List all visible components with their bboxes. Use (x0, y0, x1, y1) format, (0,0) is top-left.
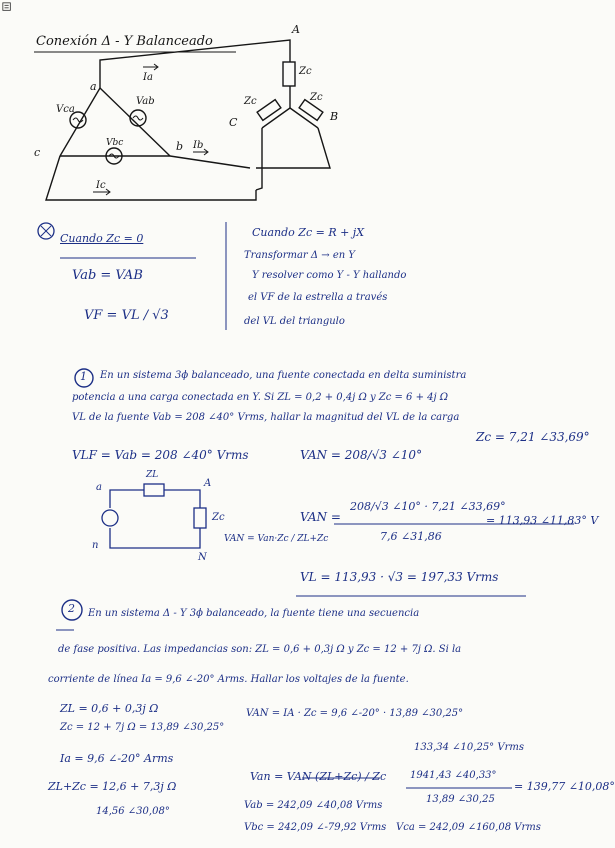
p1-divider-formula: VAN = Van·Zc / ZL+Zc (224, 534, 329, 544)
node-c-label: c (34, 146, 41, 159)
p1-zl-label: ZL (146, 470, 159, 480)
p2-van-final: = 139,77 ∠10,08° (514, 780, 615, 793)
problem2-text-2: de fase positiva. Las impedancias son: ZL = 0,6 + 0,3j Ω y Zc = 12 + 7j Ω. Si la (58, 644, 462, 655)
p1-zc-eq: Zc = 7,21 ∠33,69° (476, 430, 590, 444)
p1-van2-numerator: 208/√3 ∠10° · 7,21 ∠33,69° (350, 500, 506, 513)
p2-vbc-eq: Vbc = 242,09 ∠-79,92 Vrms (244, 822, 387, 833)
rule1-heading: Cuando Zc = 0 (60, 232, 144, 245)
p2-sum-eq: ZL+Zc = 12,6 + 7,3j Ω (48, 780, 177, 793)
ia-label: Ia (143, 72, 153, 83)
problem1-text-3: VL de la fuente Vab = 208 ∠40° Vrms, hallar la magnitud del VL de la carga (72, 412, 460, 423)
rule2-line-4: del VL del triangulo (244, 316, 345, 327)
zc-C-label: Zc (244, 96, 257, 107)
p1-node-N: N (198, 552, 207, 563)
vbc-label: Vbc (106, 138, 124, 148)
node-C-label: C (229, 116, 238, 129)
vab-label: Vab (136, 96, 155, 107)
problem1-text-1: En un sistema 3ϕ balanceado, una fuente conectada en delta suministra (100, 370, 467, 381)
p2-ia-eq: Ia = 9,6 ∠-20° Arms (60, 752, 174, 765)
p2-van-a-eq: Van = VAN (ZL+Zc) / Zc (250, 770, 387, 783)
node-b-label: b (176, 140, 184, 153)
p2-van-numerator: 1941,43 ∠40,33° (410, 770, 497, 781)
node-A-label: A (292, 23, 300, 36)
p2-sum-polar: 14,56 ∠30,08° (96, 806, 170, 817)
p1-van-eq1: VAN = 208/√3 ∠10° (300, 448, 423, 462)
p2-zl-eq: ZL = 0,6 + 0,3j Ω (60, 702, 159, 715)
problem1-number: 1 (80, 370, 87, 383)
p2-van-result: 133,34 ∠10,25° Vrms (414, 742, 524, 753)
p1-zc-label: Zc (212, 512, 225, 523)
p1-van2-denominator: 7,6 ∠31,86 (380, 530, 442, 543)
p2-vca-eq: Vca = 242,09 ∠160,08 Vrms (396, 822, 541, 833)
page-title: Conexión Δ - Y Balanceado (36, 34, 213, 49)
zc-B-label: Zc (310, 92, 323, 103)
p2-van-denominator: 13,89 ∠30,25 (426, 794, 495, 805)
node-B-label: B (330, 110, 339, 123)
rule2-line-1: Transformar Δ → en Y (244, 250, 355, 261)
ib-label: Ib (193, 140, 204, 151)
ic-label: Ic (96, 180, 106, 191)
p1-vl-result: VL = 113,93 · √3 = 197,33 Vrms (300, 570, 499, 584)
node-a-label: a (90, 80, 97, 93)
rule1-eq1: Vab = VAB (72, 268, 143, 283)
problem2-text-3: corriente de línea Ia = 9,6 ∠-20° Arms. Hallar los voltajes de la fuente. (48, 674, 409, 685)
p1-node-A: A (204, 478, 212, 489)
p1-node-a: a (96, 482, 102, 493)
rule2-line-2: Y resolver como Y - Y hallando (252, 270, 407, 281)
rule2-line-3: el VF de la estrella a través (248, 292, 388, 303)
problem2-text-1: En un sistema Δ - Y 3ϕ balanceado, la fuente tiene una secuencia (88, 608, 420, 619)
rule1-eq2: VF = VL / √3 (84, 308, 169, 323)
rule2-heading: Cuando Zc = R + jX (252, 226, 365, 239)
p1-van2-lhs: VAN = (300, 510, 341, 524)
p1-van2-result: = 113,93 ∠11,83° V (486, 514, 599, 527)
p1-node-n: n (92, 540, 99, 551)
problem1-text-2: potencia a una carga conectada en Y. Si ZL = 0,2 + 0,4j Ω y Zc = 6 + 4j Ω (72, 392, 449, 403)
vca-label: Vca (56, 104, 75, 115)
p1-vlf-eq: VLF = Vab = 208 ∠40° Vrms (72, 448, 249, 462)
problem2-number: 2 (68, 602, 75, 615)
p2-van-eq: VAN = IA · Zc = 9,6 ∠-20° · 13,89 ∠30,25° (246, 708, 464, 719)
p2-zc-eq: Zc = 12 + 7j Ω = 13,89 ∠30,25° (60, 722, 225, 733)
p2-vab-eq: Vab = 242,09 ∠40,08 Vrms (244, 800, 383, 811)
zc-A-label: Zc (299, 66, 312, 77)
